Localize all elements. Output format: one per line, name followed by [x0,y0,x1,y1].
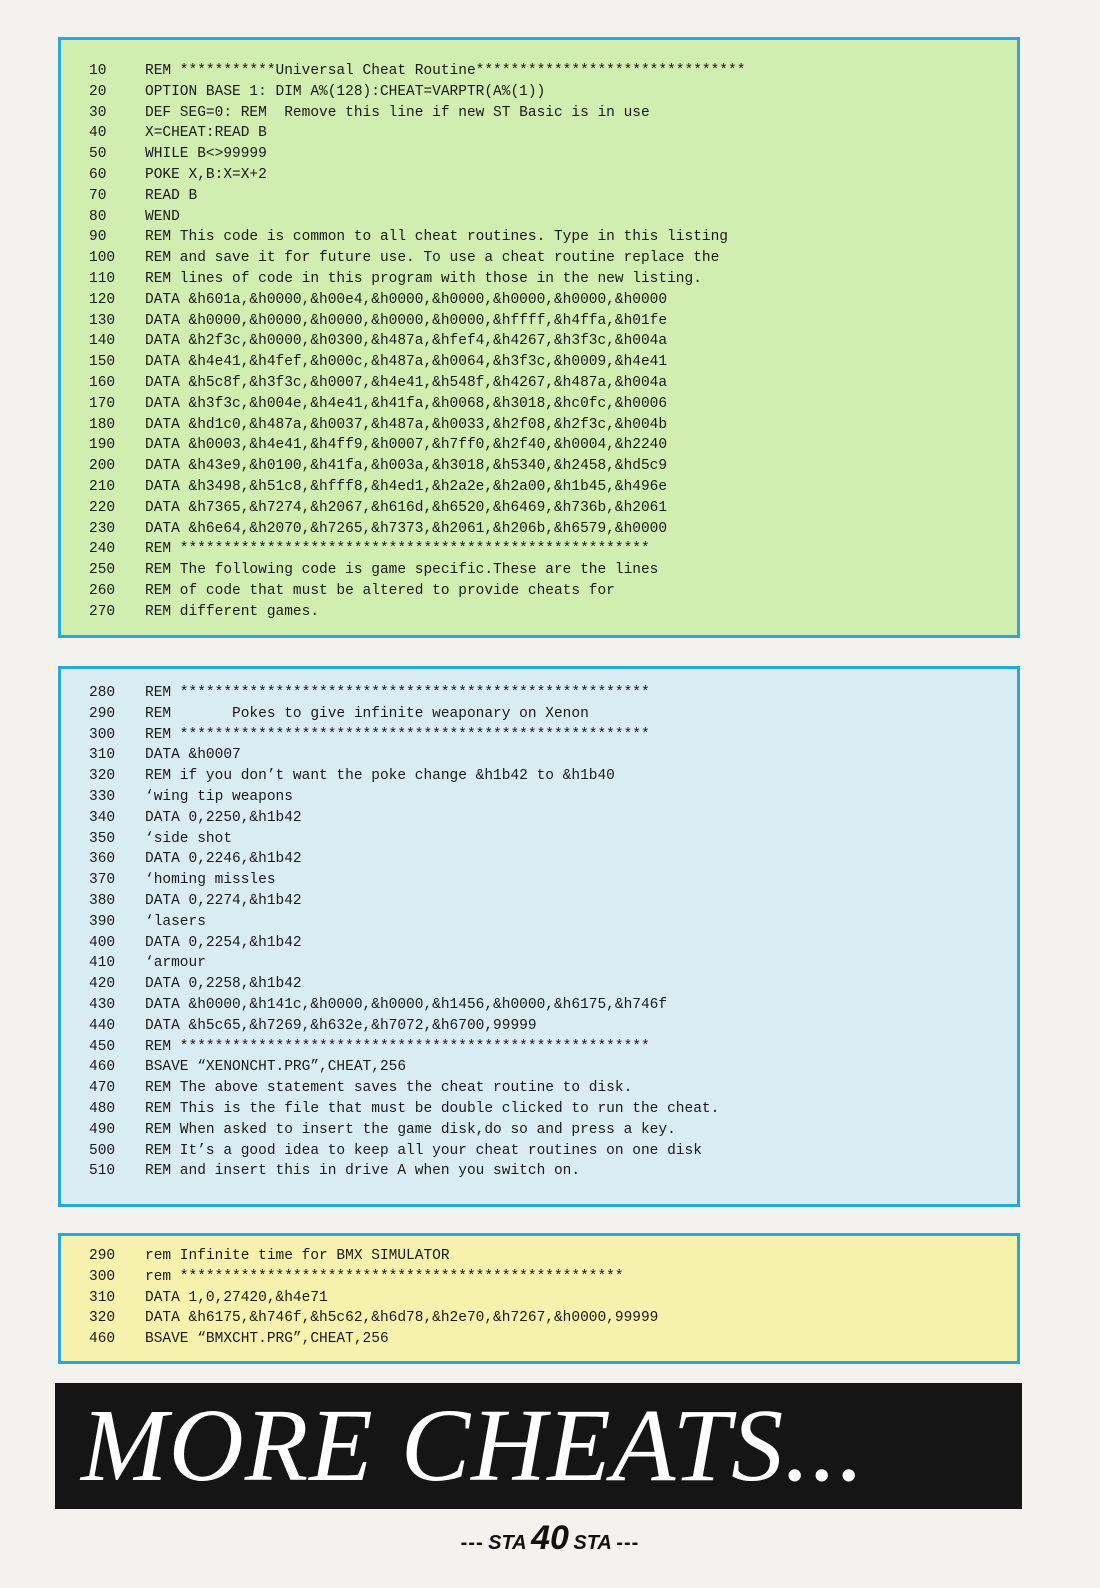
code-line [61,581,1017,602]
line-number: 110 [89,270,116,287]
code-text: DATA &h6175,&h746f,&h5c62,&h6d78,&h2e70,&h7267,&h0000,99999 [145,1310,659,1327]
line-number: 350 [89,830,116,847]
line-number: 10 [89,63,107,79]
line-number: 290 [89,1248,116,1264]
line-number: 120 [89,291,116,308]
code-text: DEF SEG=0: REM Remove this line if new ST Basic is in use [145,104,650,121]
code-line [61,808,1017,829]
code-line [61,186,1017,207]
line-number: 510 [89,1163,116,1180]
code-line [61,290,1017,311]
code-text: DATA &h0007 [145,747,241,764]
line-number: 60 [89,166,107,183]
code-line [61,123,1017,144]
code-line [61,974,1017,995]
line-number: 50 [89,146,107,163]
code-line [61,1099,1017,1120]
code-text: REM if you don’t want the poke change &h1b42 to &h1b40 [145,768,615,785]
line-number: 400 [89,934,116,951]
code-text: REM When asked to insert the game disk,do so and press a key. [145,1121,676,1138]
code-line [61,82,1017,103]
line-number: 70 [89,187,107,204]
line-number: 500 [89,1142,116,1159]
code-line [61,1037,1017,1058]
code-text: DATA &h4e41,&h4fef,&h000c,&h487a,&h0064,&h3f3c,&h0009,&h4e41 [145,354,668,371]
line-number: 440 [89,1017,116,1034]
code-text: DATA &h5c8f,&h3f3c,&h0007,&h4e41,&h548f,&h4267,&h487a,&h004a [145,374,668,391]
line-number: 240 [89,541,116,558]
code-text: REM It’s a good idea to keep all your cheat routines on one disk [145,1142,702,1159]
code-text: DATA &h3f3c,&h004e,&h4e41,&h41fa,&h0068,&h3018,&hc0fc,&h0006 [145,395,668,412]
code-text: X=CHEAT:READ B [145,125,267,142]
line-number: 470 [89,1080,116,1097]
code-text: REM and save it for future use. To use a cheat routine replace the [145,250,720,267]
line-number: 340 [89,809,116,826]
line-number: 380 [89,892,116,909]
listing-xenon-pokes [58,666,1020,1207]
line-number: 410 [89,955,116,972]
code-text: DATA &h601a,&h0000,&h00e4,&h0000,&h0000,&h0000,&h0000,&h0000 [145,291,668,308]
code-text: DATA &h6e64,&h2070,&h7265,&h7373,&h2061,&h206b,&h6579,&h0000 [145,520,668,537]
code-text: BSAVE “XENONCHT.PRG”,CHEAT,256 [145,1059,407,1076]
line-number: 200 [89,458,116,475]
line-number: 180 [89,416,116,433]
line-number: 390 [89,913,116,930]
code-line [61,849,1017,870]
code-text: DATA 1,0,27420,&h4e71 [145,1289,328,1306]
code-text: WHILE B<>99999 [145,146,267,163]
code-text: REM This code is common to all cheat routines. Type in this listing [145,229,728,246]
code-line [61,144,1017,165]
banner-title: MORE CHEATS... [81,1388,866,1503]
code-line [61,165,1017,186]
code-text: REM ***********Universal Cheat Routine******************************* [145,63,746,79]
line-number: 140 [89,333,116,350]
line-number: 310 [89,1289,116,1306]
code-line [61,539,1017,560]
code-line [61,1267,1017,1288]
code-text: DATA &h3498,&h51c8,&hfff8,&h4ed1,&h2a2e,&h2a00,&h1b45,&h496e [145,478,668,495]
code-text: DATA 0,2250,&h1b42 [145,809,302,826]
code-line [61,373,1017,394]
code-line [61,394,1017,415]
code-line [61,891,1017,912]
code-line [61,560,1017,581]
line-number: 300 [89,726,116,743]
code-line [61,435,1017,456]
code-line [61,331,1017,352]
code-line [61,1308,1017,1329]
code-line [61,1329,1017,1350]
code-text: rem *************************************************** [145,1268,624,1285]
code-text: REM The above statement saves the cheat routine to disk. [145,1080,633,1097]
code-text: DATA &h0000,&h141c,&h0000,&h0000,&h1456,&h0000,&h6175,&h746f [145,996,668,1013]
code-line [61,995,1017,1016]
code-text: REM lines of code in this program with those in the new listing. [145,270,702,287]
line-number: 460 [89,1059,116,1076]
line-number: 270 [89,603,116,620]
code-text: DATA 0,2246,&h1b42 [145,851,302,868]
code-line [61,725,1017,746]
code-line [61,352,1017,373]
line-number: 320 [89,768,116,785]
code-text: WEND [145,208,180,225]
code-text: OPTION BASE 1: DIM A%(128):CHEAT=VARPTR(A%(1)) [145,83,546,100]
code-line [61,870,1017,891]
listing-universal-cheat-routine [58,37,1020,638]
code-text: REM ****************************************************** [145,685,650,701]
line-number: 430 [89,996,116,1013]
code-line [61,933,1017,954]
line-number: 360 [89,851,116,868]
line-number: 30 [89,104,107,121]
code-line [61,103,1017,124]
code-text: REM ****************************************************** [145,726,650,743]
code-text: DATA 0,2258,&h1b42 [145,976,302,993]
line-number: 130 [89,312,116,329]
code-text: DATA &h0000,&h0000,&h0000,&h0000,&h0000,&hffff,&h4ffa,&h01fe [145,312,668,329]
code-line [61,1246,1017,1267]
code-text: DATA &h0003,&h4e41,&h4ff9,&h0007,&h7ff0,&h2f40,&h0004,&h2240 [145,437,668,454]
code-line [61,1120,1017,1141]
code-text: REM of code that must be altered to provide cheats for [145,582,615,599]
line-number: 230 [89,520,116,537]
code-line [61,1288,1017,1309]
code-text: ‘side shot [145,830,233,847]
line-number: 420 [89,976,116,993]
line-number: 450 [89,1038,116,1055]
code-line [61,787,1017,808]
line-number: 290 [89,705,116,722]
line-number: 370 [89,872,116,889]
code-text: ‘homing missles [145,872,276,889]
code-text: DATA 0,2274,&h1b42 [145,892,302,909]
code-text: REM This is the file that must be double clicked to run the cheat. [145,1100,720,1117]
code-line [61,248,1017,269]
footer-dashes-right: --- [616,1532,640,1554]
code-text: REM The following code is game specific.These are the lines [145,562,659,579]
code-line [61,953,1017,974]
code-line [61,415,1017,436]
line-number: 190 [89,437,116,454]
line-number: 150 [89,354,116,371]
line-number: 210 [89,478,116,495]
more-cheats-banner [55,1383,1022,1509]
line-number: 170 [89,395,116,412]
code-text: REM and insert this in drive A when you switch on. [145,1163,581,1180]
line-number: 490 [89,1121,116,1138]
line-number: 310 [89,747,116,764]
code-line [61,61,1017,82]
line-number: 330 [89,788,116,805]
code-line [61,311,1017,332]
page-number: 40 [531,1519,569,1557]
line-number: 260 [89,582,116,599]
footer-sta-right: STA [573,1532,612,1554]
listing-bmx-simulator [58,1233,1020,1364]
code-line [61,207,1017,228]
code-line [61,683,1017,704]
code-line [61,704,1017,725]
code-line [61,1057,1017,1078]
line-number: 300 [89,1268,116,1285]
code-text: DATA &h7365,&h7274,&h2067,&h616d,&h6520,&h6469,&h736b,&h2061 [145,499,668,516]
footer-sta-left: STA [488,1532,527,1554]
code-line [61,745,1017,766]
code-text: REM ****************************************************** [145,1038,650,1055]
line-number: 40 [89,125,107,142]
code-text: REM ****************************************************** [145,541,650,558]
line-number: 250 [89,562,116,579]
code-text: DATA &h5c65,&h7269,&h632e,&h7072,&h6700,99999 [145,1017,537,1034]
code-line [61,456,1017,477]
code-text: DATA 0,2254,&h1b42 [145,934,302,951]
code-text: POKE X,B:X=X+2 [145,166,267,183]
line-number: 280 [89,685,116,701]
code-line [61,477,1017,498]
code-text: ‘lasers [145,913,206,930]
line-number: 80 [89,208,107,225]
line-number: 100 [89,250,116,267]
code-text: REM different games. [145,603,320,620]
code-line [61,829,1017,850]
code-line [61,1016,1017,1037]
code-text: REM Pokes to give infinite weaponary on Xenon [145,705,589,722]
code-text: READ B [145,187,198,204]
line-number: 460 [89,1331,116,1348]
code-line [61,766,1017,787]
line-number: 320 [89,1310,116,1327]
page-footer [0,1519,1100,1569]
code-line [61,1161,1017,1182]
line-number: 220 [89,499,116,516]
code-text: ‘armour [145,955,206,972]
code-line [61,1141,1017,1162]
code-line [61,602,1017,623]
code-text: ‘wing tip weapons [145,788,293,805]
code-text: rem Infinite time for BMX SIMULATOR [145,1248,450,1264]
code-line [61,269,1017,290]
line-number: 20 [89,83,107,100]
code-line [61,1078,1017,1099]
code-line [61,227,1017,248]
line-number: 90 [89,229,107,246]
code-text: DATA &h2f3c,&h0000,&h0300,&h487a,&hfef4,&h4267,&h3f3c,&h004a [145,333,668,350]
code-text: DATA &hd1c0,&h487a,&h0037,&h487a,&h0033,&h2f08,&h2f3c,&h004b [145,416,668,433]
code-line [61,912,1017,933]
code-line [61,519,1017,540]
footer-dashes-left: --- [460,1532,484,1554]
code-text: BSAVE “BMXCHT.PRG”,CHEAT,256 [145,1331,389,1348]
code-text: DATA &h43e9,&h0100,&h41fa,&h003a,&h3018,&h5340,&h2458,&hd5c9 [145,458,668,475]
line-number: 160 [89,374,116,391]
code-line [61,498,1017,519]
line-number: 480 [89,1100,116,1117]
